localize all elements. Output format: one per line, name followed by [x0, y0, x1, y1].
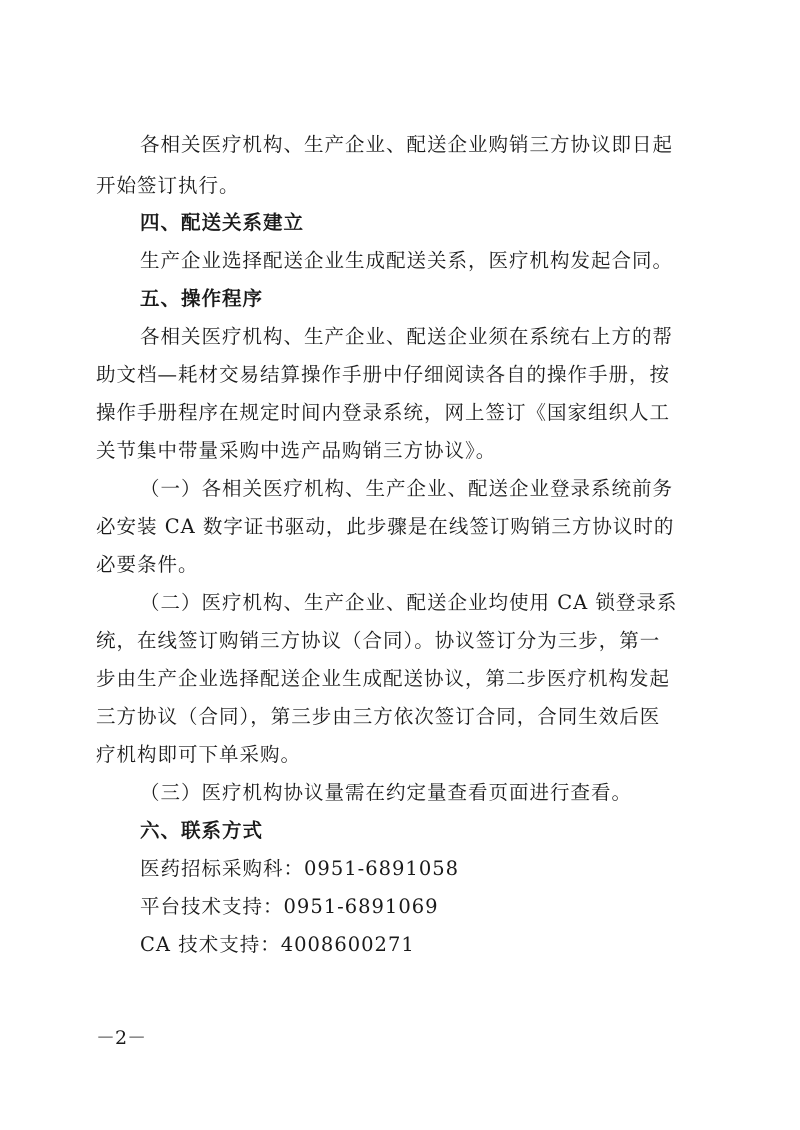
section-heading-4: 四、配送关系建立 [140, 211, 305, 234]
paragraph-line: 助文档—耗材交易结算操作手册中仔细阅读各自的操作手册，按 [96, 363, 671, 386]
paragraph-line: （三）医疗机构协议量需在约定量查看页面进行查看。 [140, 781, 633, 804]
paragraph-line: 生产企业选择配送企业生成配送关系，医疗机构发起合同。 [140, 249, 674, 272]
paragraph-line: 各相关医疗机构、生产企业、配送企业购销三方协议即日起 [140, 133, 674, 156]
paragraph-line: 三方协议（合同），第三步由三方依次签订合同，合同生效后医 [96, 705, 661, 728]
paragraph-line: 必安装 CA 数字证书驱动，此步骤是在线签订购销三方协议时的 [96, 515, 675, 538]
paragraph-line: 统，在线签订购销三方协议（合同）。协议签订分为三步，第一 [96, 629, 661, 652]
paragraph-line: 开始签订执行。 [96, 174, 240, 197]
paragraph-line: （一）各相关医疗机构、生产企业、配送企业登录系统前务 [140, 477, 674, 500]
paragraph-line: （二）医疗机构、生产企业、配送企业均使用 CA 锁登录系 [140, 591, 678, 614]
page-number: －2－ [96, 1027, 147, 1049]
paragraph-line: 各相关医疗机构、生产企业、配送企业须在系统右上方的帮 [140, 325, 674, 348]
paragraph-line: 步由生产企业选择配送企业生成配送协议，第二步医疗机构发起 [96, 667, 671, 690]
section-heading-6: 六、联系方式 [140, 819, 264, 842]
contact-line: 平台技术支持：0951-6891069 [140, 895, 439, 918]
contact-line: 医药招标采购科：0951-6891058 [140, 857, 460, 880]
paragraph-line: 关节集中带量采购中选产品购销三方协议》。 [96, 439, 497, 462]
contact-line: CA 技术支持：4008600271 [140, 933, 415, 956]
paragraph-line: 必要条件。 [96, 553, 199, 576]
paragraph-line: 疗机构即可下单采购。 [96, 743, 302, 766]
section-heading-5: 五、操作程序 [140, 287, 264, 310]
paragraph-line: 操作手册程序在规定时间内登录系统，网上签订《国家组织人工 [96, 401, 671, 424]
